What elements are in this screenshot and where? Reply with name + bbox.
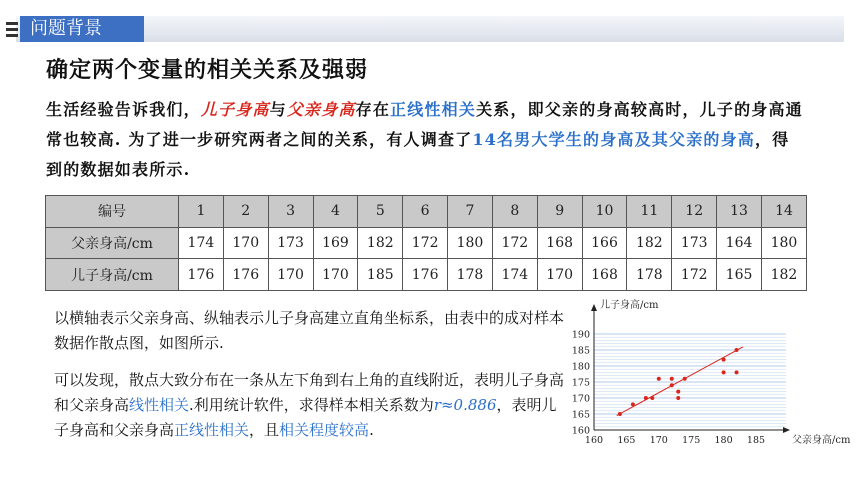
data-point [683,377,687,381]
table-cell: 176 [179,259,224,291]
table-cell: 178 [627,259,672,291]
table-cell: 185 [358,259,403,291]
table-cell: 172 [672,259,717,291]
data-point [650,396,654,400]
x-tick-label: 170 [649,435,668,446]
x-tick-label: 160 [584,435,604,446]
table-cell: 1 [179,196,224,228]
table-cell: 180 [761,227,806,259]
table-cell: 12 [672,196,717,228]
row-label: 父亲身高/cm [46,227,179,259]
data-point [657,377,661,381]
data-point [722,358,726,362]
x-axis-label: 父亲身高/cm [792,435,851,446]
x-tick-label: 185 [746,435,766,446]
row-label: 儿子身高/cm [46,259,179,291]
table-cell: 14 [761,196,806,228]
y-tick-label: 170 [571,393,590,405]
y-axis-arrow [591,304,597,311]
data-point [670,377,674,381]
y-tick-label: 190 [571,329,590,341]
binder-rings-icon [4,20,20,40]
term-positive-linear-2: 正线性相关 [174,421,250,439]
conclusion-text: ，表明儿子身高和父亲身高 [54,396,557,439]
table-cell: 174 [179,227,224,259]
conclusion-paragraph [54,368,564,443]
trend-line [617,347,743,416]
table-cell: 2 [223,196,268,228]
y-tick-label: 165 [571,409,590,421]
table-cell: 168 [537,227,582,259]
data-point [618,412,622,416]
y-tick-label: 160 [571,425,590,437]
x-axis-arrow [783,427,790,433]
table-cell: 173 [672,227,717,259]
data-point [722,370,726,374]
table-row-ids [46,196,807,228]
y-axis-label: 儿子身高/cm [600,300,659,311]
intro-text: ，得到的数据如表所示. [46,130,790,179]
row-label: 编号 [46,196,179,228]
table-cell: 172 [492,227,537,259]
table-cell: 168 [582,259,627,291]
data-point [670,383,674,387]
chart-grid [594,334,786,427]
term-high-correlation: 相关程度较高 [279,421,370,439]
table-cell: 169 [313,227,358,259]
data-point [644,396,648,400]
table-cell: 182 [627,227,672,259]
data-point [676,396,680,400]
table-cell: 176 [223,259,268,291]
table-cell: 6 [403,196,448,228]
table-cell: 3 [268,196,313,228]
intro-text: 关系，即父亲的身高较高时，儿子的身高通常也较高. 为了进一步研究两者之间的关系，有人调查了 [46,100,803,149]
table-cell: 180 [448,227,493,259]
table-cell: 170 [313,259,358,291]
data-point [676,390,680,394]
scatter-intro-text: 以横轴表示父亲身高、纵轴表示儿子身高建立直角坐标系，由表中的成对样本数据作散点图，如图所示. [54,309,565,352]
table-cell: 11 [627,196,672,228]
table-cell: 170 [537,259,582,291]
intro-text: 生活经验告诉我们， [46,100,201,119]
table-row-father [46,227,807,259]
table-cell: 182 [358,227,403,259]
table-cell: 174 [492,259,537,291]
table-cell: 10 [582,196,627,228]
y-tick-label: 175 [571,377,590,389]
table-cell: 13 [717,196,762,228]
table-cell: 176 [403,259,448,291]
term-father-height: 父亲身高 [286,100,356,119]
term-survey: 14名男大学生的身高及其父亲的身高 [472,130,756,149]
term-linear: 线性相关 [129,396,190,414]
y-tick-label: 185 [571,345,590,357]
correlation-value: r≈0.886 [433,396,497,414]
x-tick-label: 165 [617,435,636,446]
data-point [735,370,739,374]
term-positive-linear: 正线性相关 [390,100,477,119]
data-table [45,195,807,291]
conclusion-text: .利用统计软件，求得样本相关系数为 [189,396,434,414]
table-row-son [46,259,807,291]
page-heading: 确定两个变量的相关关系及强弱 [46,58,369,83]
table-cell: 9 [537,196,582,228]
intro-paragraph [46,95,806,185]
section-title: 问题背景 [30,18,102,39]
x-tick-label: 175 [682,435,701,446]
term-son-height: 儿子身高 [200,100,270,119]
intro-text: 存在 [355,100,391,119]
table-cell: 182 [761,259,806,291]
scatter-chart [560,296,856,460]
table-cell: 170 [268,259,313,291]
intro-text: 与 [269,100,287,119]
conclusion-text: 可以发现，散点大致分布在一条从左下角到右上角的直线附近，表明儿子身高和父亲身高 [54,371,565,414]
table-cell: 4 [313,196,358,228]
table-cell: 164 [717,227,762,259]
table-cell: 5 [358,196,403,228]
conclusion-text: . [369,421,374,439]
x-tick-label: 180 [714,435,733,446]
table-cell: 165 [717,259,762,291]
table-cell: 8 [492,196,537,228]
table-cell: 173 [268,227,313,259]
y-tick-label: 180 [571,361,590,373]
data-point [735,348,739,352]
table-cell: 178 [448,259,493,291]
table-cell: 7 [448,196,493,228]
table-cell: 166 [582,227,627,259]
data-point [631,402,635,406]
table-cell: 170 [223,227,268,259]
conclusion-text: ，且 [249,421,280,439]
table-cell: 172 [403,227,448,259]
